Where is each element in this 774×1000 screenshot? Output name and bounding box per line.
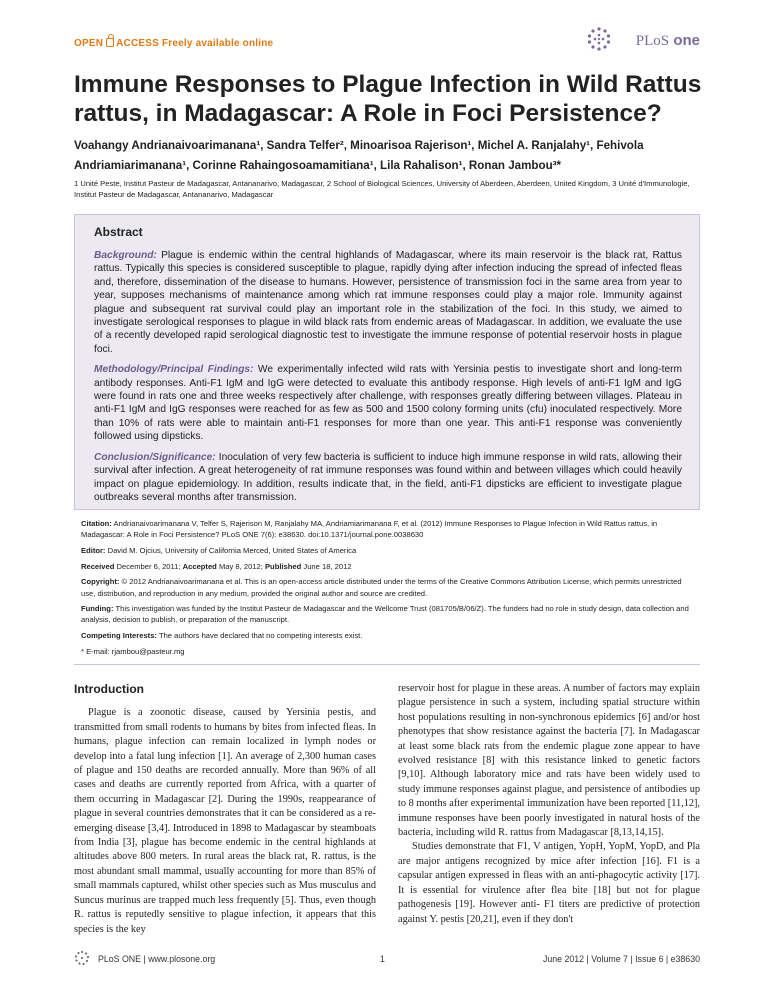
citation-text: Andrianaivoarimanana V, Telfer S, Rajerison M, Ranjalahy MA, Andriamiarimanana F, et al. (2012) Immune Responses to Plague Infection in Wild Rattus rattus, in Madagascar: A Role in Foci Persistence? PLoS ONE 7(6): e38630. doi:10.1371/journal.pone.0038630 <box>81 519 658 540</box>
intro-paragraph-2: Studies demonstrate that F1, V antigen, YopH, YopM, YopD, and Pla are major antigens recognized by mice after infection [16]. F1 is a capsular antigen expressed in fleas with an anti-phagocytic activity [17]. It is essential for virulence after flea bite [18] but not for plague pathogenesis [19]. However anti- F1 titers are predictive of protection against Y. pestis [20,21], even if they don't <box>398 841 700 925</box>
intro-paragraph-continued: reservoir host for plague in these areas. A number of factors may explain plague persistence in such a system, including spatial structure within host populations resulting in non-synchronous epidemics [6] and/or host phenotypes that show resistance against the bacteria [7]. In Madagascar at least some black rats from the endemic plague zone appear to have evolved resistance [8] with this resistance linked to genetic factors [9,10]. Although laboratory mice and rats have been widely used to study immune responses against plague, and persistence of antibodies up to 8 months after experimental immunization have been reported [11,12], immune responses have been poorly investigated in natural hosts of the bacteria, including wild R. rattus from Madagascar [8,13,14,15]. <box>398 683 700 839</box>
article-title: Immune Responses to Plague Infection in Wild Rattus rattus, in Madagascar: A Role in Foci Persistence? <box>74 71 702 127</box>
intro-paragraph-1: Plague is a zoonotic disease, caused by Yersinia pestis, and transmitted from small rodents to humans by bites from infected fleas. In humans, plague infection can remain localized in lymph nodes or develop into a fatal lung infection [1]. An average of 2,300 human cases of plague and 150 deaths are recorded annually. More than 96% of all cases and deaths are currently reported from Africa, with a quarter of them occurring in Madagascar [2]. During the 1990s, reappearance of plague in several countries demonstrates that it can be considered as a re-emerging disease [3,4]. Introduced in 1898 to Madagascar by steamboats from India [3], plague has become endemic in the central highlands at altitudes above 800 meters. In rural areas the black rat, R. rattus, is the most abundant small mammal, usually accounting for more than 85% of small mammals captured, whilst other species such as Mus musculus and Suncus murinus are trapped much less frequently [5]. Thus, even though R. rattus is reputedly sensitive to plague infection, it appears that this species is the key <box>74 707 376 935</box>
introduction-heading: Introduction <box>74 682 144 696</box>
received-label: Received <box>81 561 115 571</box>
abstract-background <box>94 249 682 356</box>
citation-label: Citation: <box>81 519 112 528</box>
abstract-box <box>74 214 700 510</box>
dates <box>81 561 696 572</box>
brand-plos: PLoS <box>635 33 670 49</box>
funding <box>81 603 696 625</box>
author-list: Voahangy Andrianaivoarimanana¹, Sandra Telfer², Minoarisoa Rajerison¹, Michel A. Ranjalahy¹, Fehivola Andriamiarimanana¹, Corinne Rahaingosoamamitiana¹, Lila Rahalison¹, Ronan Jambou³* <box>74 139 644 172</box>
abstract-conclusion <box>94 451 682 505</box>
competing-label: Competing Interests: <box>81 631 157 641</box>
open-access-prefix: OPEN <box>74 38 104 49</box>
free-availability-text: Freely available online <box>162 38 274 49</box>
abstract-body <box>94 249 682 511</box>
page-number: 1 <box>380 954 385 964</box>
editor-text: David M. Ojcius, University of California Merced, United States of America <box>107 545 357 555</box>
copyright-label: Copyright: <box>81 577 120 587</box>
affiliations: 1 Unité Peste, Institut Pasteur de Madagascar, Antananarivo, Madagascar, 2 School of Biological Sciences, University of Aberdeen, Aberdeen, United Kingdom, 3 Unité d'Immunologie, Institut Pasteur de Madagascar, Antananarivo, Madagascar <box>74 179 690 200</box>
editor <box>81 545 696 556</box>
published-label: Published <box>264 561 302 571</box>
competing-text: The authors have declared that no competing interests exist. <box>158 631 363 641</box>
copyright <box>81 576 696 598</box>
footer-journal: PLoS ONE | www.plosone.org <box>98 954 216 964</box>
methods-label: Methodology/Principal Findings: <box>94 364 254 376</box>
competing-interests <box>81 630 696 641</box>
open-lock-icon <box>106 38 114 47</box>
plos-dots-logo-icon <box>586 26 612 52</box>
journal-header <box>74 32 700 54</box>
page-footer <box>74 950 700 966</box>
methods-text: We experimentally infected wild rats with Yersinia pestis to investigate short and long-term antibody responses. Anti-F1 IgM and IgG were detected to evaluate this antibody response. High levels of anti-F1 IgM and IgG were found in rats one and three weeks respectively after challenge, with responses greatly differing between villages. Plateau in anti-F1 IgM and IgG responses were reached for as few as 500 and 1500 colony forming units (cfu) inoculated respectively. More than 10% of rats were able to maintain anti-F1 responses for more than one year. This anti-F1 response was conveniently followed using dipsticks. <box>94 364 682 443</box>
section-divider <box>74 664 700 665</box>
conclusion-text: Inoculation of very few bacteria is sufficient to induce high immune response in wild rats, allowing their survival after infection. A great heterogeneity of rat immune responses was found within and between villages which could heavily impact on plague epidemiology. In addition, results indicate that, in the field, anti-F1 dipsticks are efficient to investigate plague outbreaks several months after transmission. <box>94 451 682 503</box>
abstract-methods <box>94 363 682 443</box>
abstract-heading: Abstract <box>94 225 143 239</box>
conclusion-label: Conclusion/Significance: <box>94 451 216 463</box>
funding-text: This investigation was funded by the Institut Pasteur de Madagascar and the Wellcome Trust (081705/B/06/Z). The funders had no role in study design, data collection and analysis, decision to publish, or preparation of the manuscript. <box>81 604 689 625</box>
accepted-label: Accepted <box>182 561 217 571</box>
open-access-word: ACCESS <box>116 38 160 49</box>
plos-dots-small-icon <box>74 950 90 966</box>
citation <box>81 518 696 540</box>
accepted-date: May 8, 2012; <box>218 561 263 571</box>
email[interactable]: * E-mail: rjambou@pasteur.mg <box>81 646 185 656</box>
published-date: June 18, 2012 <box>303 561 352 571</box>
received-date: December 6, 2011; <box>116 561 181 571</box>
background-text: Plague is endemic within the central highlands of Madagascar, where its main reservoir is the black rat, Rattus rattus. Typically this species is considered susceptible to plague, rapidly dying after infection inducing the spread of infected fleas and, therefore, dissemination of the disease to humans. However, persistence of transmission foci in the same area from year to year, supposes mechanisms of maintenance among which rat immune responses could play a major role. Immunity against plague and subsequent rat survival could play an important role in the stabilization of the foci. In this study, we aimed to investigate serological responses to plague in wild black rats from endemic areas of Madagascar. In addition, we evaluate the use of a recently developed rapid serological diagnostic test to investigate the immune response of potential reservoir hosts in plague foci. <box>94 250 682 355</box>
body-column-left <box>74 682 376 937</box>
body-column-right <box>398 682 700 927</box>
journal-brand <box>636 32 700 50</box>
open-access-badge <box>74 38 273 49</box>
footer-issue: June 2012 | Volume 7 | Issue 6 | e38630 <box>542 954 700 964</box>
funding-label: Funding: <box>81 604 114 614</box>
background-label: Background: <box>94 250 157 261</box>
article-metadata <box>81 518 696 662</box>
brand-one: one <box>673 32 700 49</box>
editor-label: Editor: <box>81 545 106 555</box>
copyright-text: © 2012 Andrianaivoarimanana et al. This is an open-access article distributed under the terms of the Creative Commons Attribution License, which permits unrestricted use, distribution, and reproduction in any medium, provided the original author and source are credited. <box>81 577 682 598</box>
